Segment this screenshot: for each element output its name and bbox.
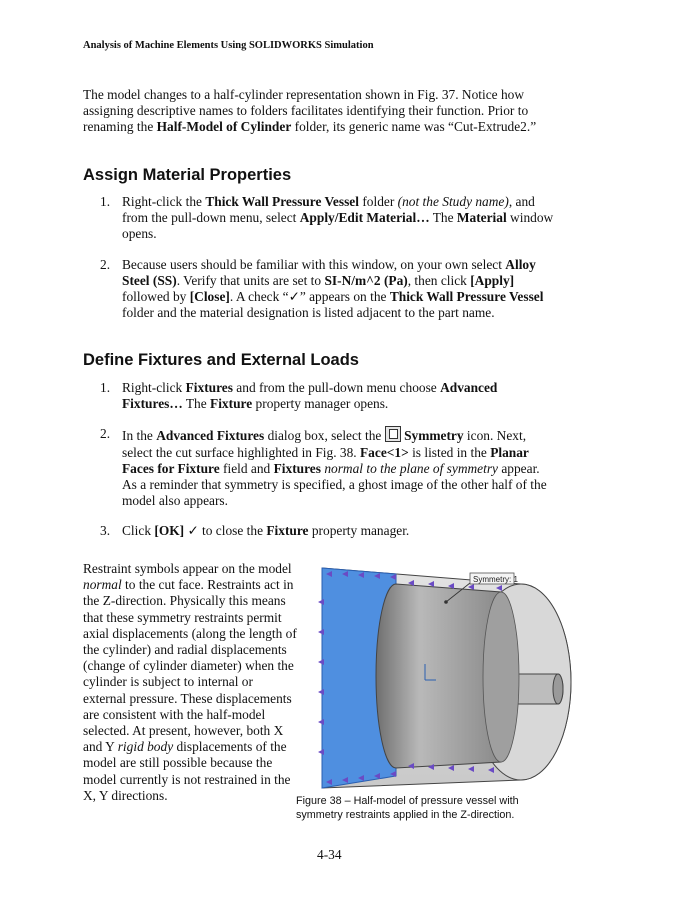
restraint-arrow <box>318 689 324 695</box>
inner-bore <box>376 584 501 768</box>
restraint-arrow <box>318 749 324 755</box>
callout-label: Symmetry: 1 <box>473 575 518 584</box>
symmetry-icon <box>385 426 401 442</box>
callout-dot <box>444 600 448 604</box>
pressure-vessel-illustration <box>296 562 581 794</box>
material-steps <box>100 194 555 321</box>
material-step-1: 1. Right-click the Thick Wall Pressure Vessel folder (not the Study name), and from the pull-down menu, select Apply/Edit Material… The Material window opens. <box>100 194 554 242</box>
restraint-arrow <box>318 719 324 725</box>
fixture-step-1: 1. Right-click Fixtures and from the pull-down menu choose Advanced Fixtures… The Fixture property manager opens. <box>100 380 498 412</box>
restraint-arrow <box>318 659 324 665</box>
fixture-step-2: 2. In the Advanced Fixtures dialog box, select the Symmetry icon. Next, select the cut surface highlighted in Fig. 38. Face<1> is listed in the Planar Faces for Fixture field and Fixtures normal to the plane of symmetry appear. As a reminder that symmetry is specified, a ghost image of the other half of the model also appears. <box>100 426 547 509</box>
page-number: 4-34 <box>317 847 342 862</box>
intro-paragraph: The model changes to a half-cylinder representation shown in Fig. 37. Notice how assigning descriptive names to folders facilitates identifying their function. Prior to renaming the Half-Model of Cylinder folder, its generic name was “Cut-Extrude2.” <box>83 87 537 135</box>
nozzle-end <box>553 674 563 704</box>
running-head: Analysis of Machine Elements Using SOLIDWORKS Simulation <box>83 40 374 51</box>
inner-end <box>483 592 519 762</box>
restraint-arrow <box>318 629 324 635</box>
pressure-vessel-figure <box>296 562 581 794</box>
restraint-description: Restraint symbols appear on the model normal to the cut face. Restraints act in the Z-direction. Physically this means that these symmetry restraints permit axial displacements (along the length of the cylinder) and radial displacements (change of cylinder diameter) when the cylinder is subject to internal or external pressure. These displacements are consistent with the half-model selected. At present, however, both X and Y rigid body displacements of the model are still possible because the model currently is not restrained in the X, Y directions. <box>83 561 297 803</box>
fixture-steps <box>100 380 555 540</box>
restraint-arrow <box>318 599 324 605</box>
section-heading-fixtures: Define Fixtures and External Loads <box>83 351 359 369</box>
material-step-2: 2. Because users should be familiar with this window, on your own select Alloy Steel (SS). Verify that units are set to SI-N/m^2 (Pa), then click [Apply] followed by [Close]. A check “✓” appears on the Thick Wall Pressure Vessel folder and the material designation is listed adjacent to the part name. <box>100 256 544 321</box>
section-heading-material: Assign Material Properties <box>83 166 292 184</box>
fixture-step-3: 3. Click [OK] ✓ to close the Fixture property manager. <box>100 523 410 539</box>
figure-caption: Figure 38 – Half-model of pressure vessel with symmetry restraints applied in the Z-direction. <box>296 795 519 821</box>
